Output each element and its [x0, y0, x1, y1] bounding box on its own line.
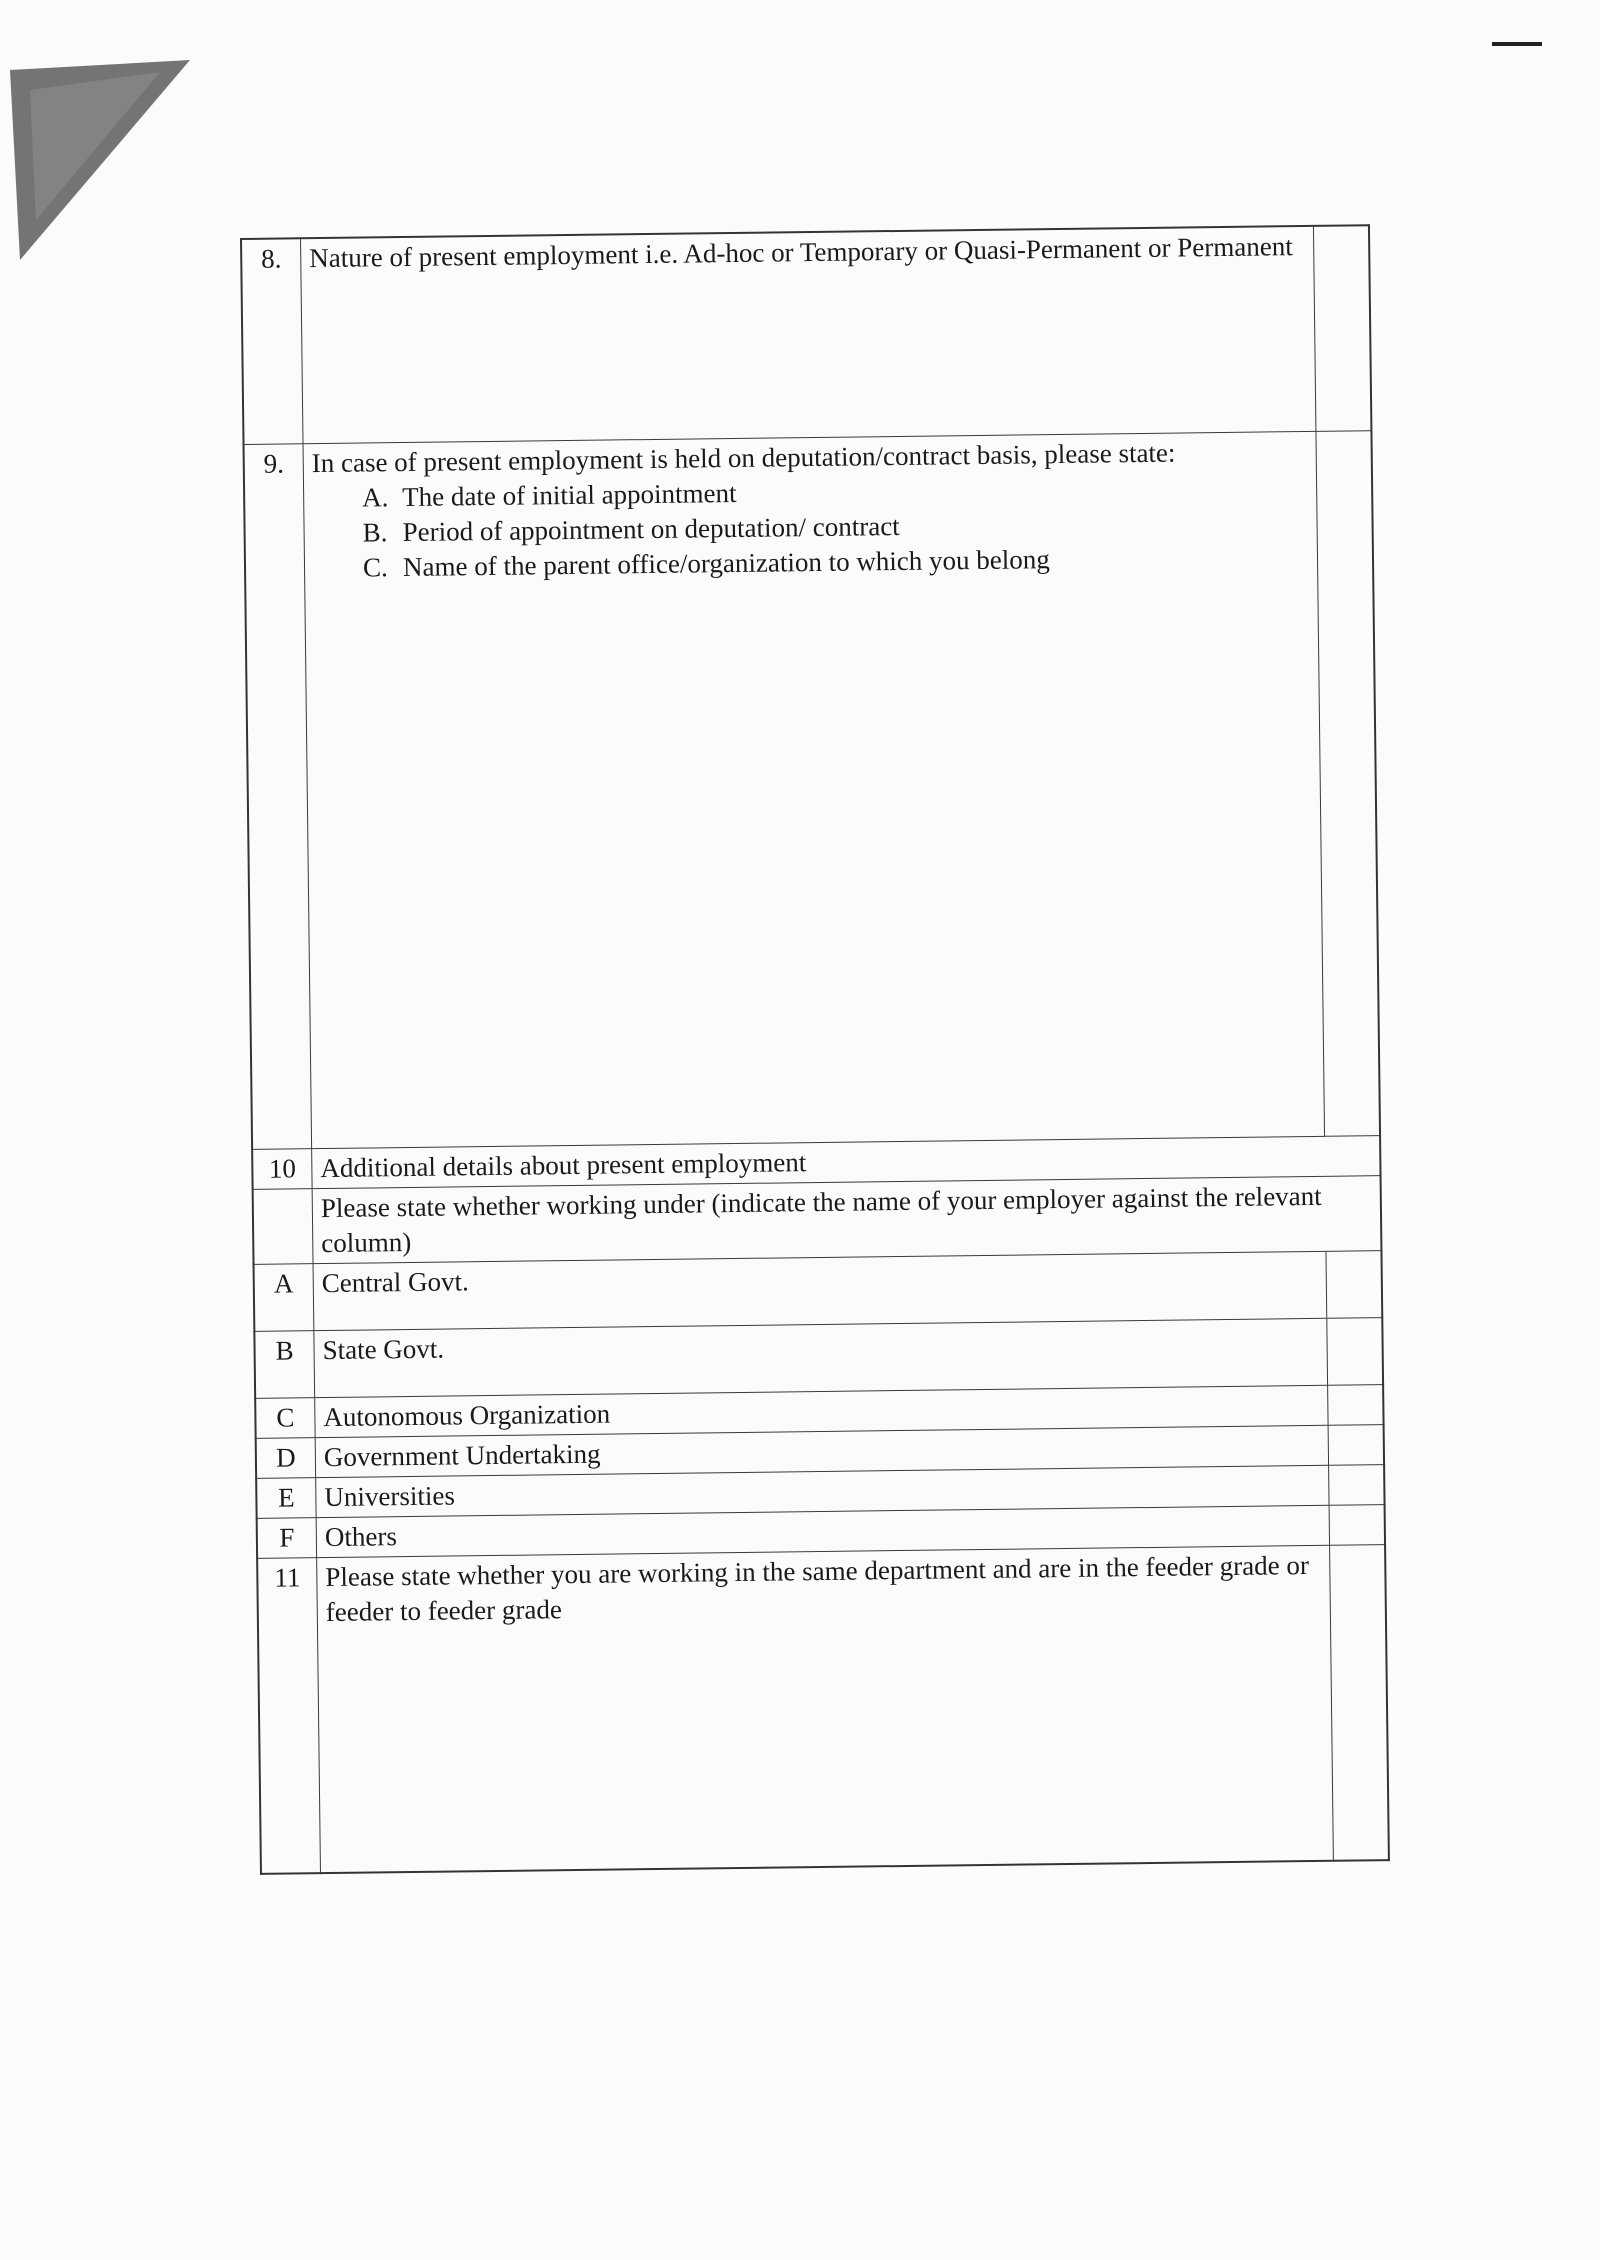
table-row — [253, 1176, 1382, 1265]
table-row — [244, 431, 1381, 1150]
option-label: Others — [316, 1505, 1329, 1557]
option-label: Central Govt. — [313, 1251, 1326, 1330]
autonomous-organization-employer-field[interactable] — [1327, 1385, 1383, 1426]
table-row — [257, 1545, 1389, 1874]
option-label: State Govt. — [314, 1318, 1327, 1397]
universities-employer-field[interactable] — [1328, 1465, 1384, 1506]
others-employer-field[interactable] — [1329, 1505, 1385, 1546]
option-letter: F — [257, 1518, 317, 1559]
list-item: C. Name of the parent office/organization to which you belong — [362, 544, 1050, 583]
option-letter: E — [256, 1478, 316, 1519]
row-9-answer-field[interactable] — [1316, 431, 1381, 1137]
row-9-label: In case of present employment is held on deputation/contract basis, please state: — [311, 437, 1176, 479]
row-9-sub-items — [312, 469, 1309, 586]
option-letter: C — [255, 1398, 315, 1439]
central-govt-employer-field[interactable] — [1326, 1251, 1383, 1319]
table-row — [241, 225, 1371, 444]
scan-edge-mark — [1492, 42, 1542, 46]
option-label: Universities — [316, 1465, 1329, 1517]
government-undertaking-employer-field[interactable] — [1328, 1425, 1384, 1466]
list-item: B. Period of appointment on deputation/ contract — [362, 510, 900, 548]
row-10-instruction: Please state whether working under (indicate the name of your employer against the relevant column) — [312, 1176, 1381, 1264]
row-number: 9. — [244, 444, 312, 1150]
row-11-label: Please state whether you are working in the same department and are in the feeder grade or feeder to feeder grade — [317, 1545, 1333, 1873]
row-number: 8. — [241, 238, 303, 444]
option-label: Government Undertaking — [315, 1425, 1328, 1477]
row-number: 10 — [252, 1149, 312, 1190]
row-number: 11 — [257, 1558, 320, 1874]
state-govt-employer-field[interactable] — [1326, 1318, 1383, 1386]
staple-shadow-mark — [0, 50, 200, 270]
option-label: Autonomous Organization — [315, 1385, 1328, 1437]
employment-details-form-table — [240, 224, 1390, 1875]
row-9-label-cell — [303, 431, 1324, 1148]
option-letter: D — [256, 1438, 316, 1479]
option-letter: A — [254, 1264, 314, 1332]
option-letter: B — [254, 1331, 314, 1399]
row-11-answer-field[interactable] — [1329, 1545, 1389, 1861]
row-8-label: Nature of present employment i.e. Ad-hoc or Temporary or Quasi-Permanent or Permanent — [301, 226, 1316, 444]
row-10-title: Additional details about present employment — [312, 1136, 1381, 1189]
row-8-answer-field[interactable] — [1313, 225, 1371, 431]
list-item: A. The date of initial appointment — [361, 477, 737, 513]
